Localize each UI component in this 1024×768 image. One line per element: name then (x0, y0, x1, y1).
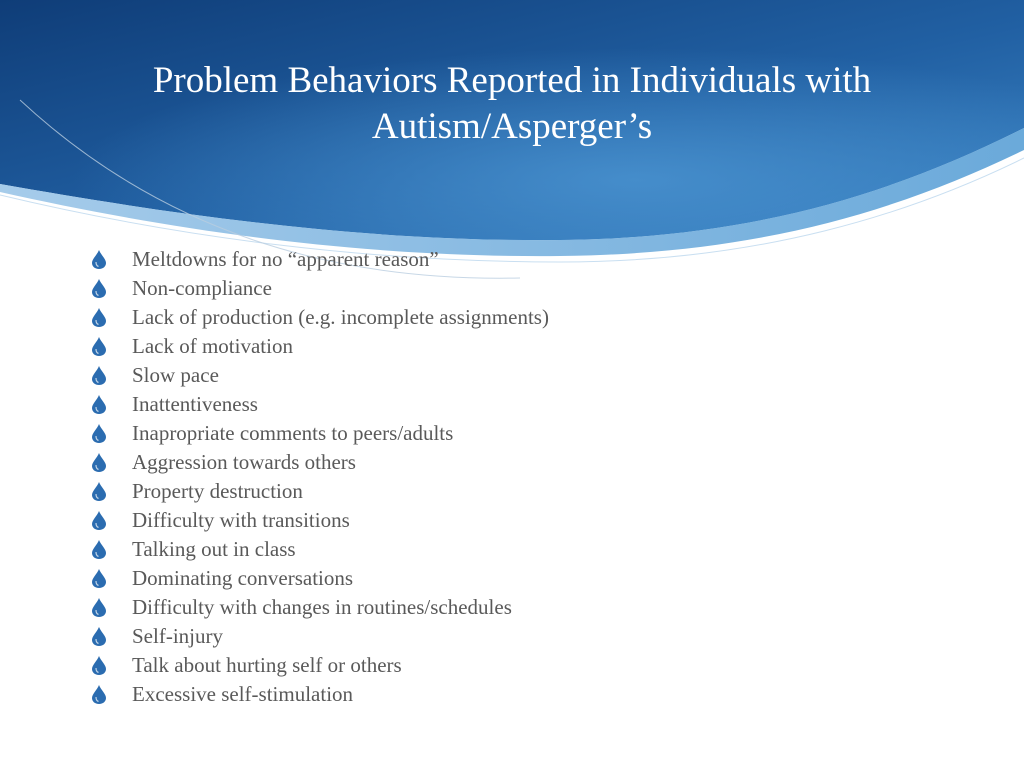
list-item (92, 564, 549, 593)
bullet-text: Non-compliance (132, 276, 272, 300)
droplet-icon (92, 453, 106, 472)
bullet-text: Difficulty with changes in routines/schedules (132, 595, 512, 619)
list-item (92, 303, 549, 332)
bullet-text: Inapropriate comments to peers/adults (132, 421, 454, 445)
bullet-text: Aggression towards others (132, 450, 356, 474)
list-item (92, 535, 549, 564)
list-item (92, 274, 549, 303)
droplet-icon (92, 598, 106, 617)
droplet-icon (92, 250, 106, 269)
bullet-text: Talking out in class (132, 537, 296, 561)
bullet-text: Slow pace (132, 363, 219, 387)
bullet-text: Dominating conversations (132, 566, 354, 590)
droplet-icon (92, 424, 106, 443)
list-item (92, 506, 549, 535)
droplet-icon (92, 540, 106, 559)
list-item (92, 477, 549, 506)
bullet-text: Difficulty with transitions (132, 508, 350, 532)
bullet-text: Inattentiveness (132, 392, 258, 416)
list-item (92, 593, 549, 622)
bullet-text: Lack of motivation (132, 334, 293, 358)
droplet-icon (92, 366, 106, 385)
list-item (92, 448, 549, 477)
list-item (92, 651, 549, 680)
bullet-text: Self-injury (132, 624, 223, 648)
list-item (92, 332, 549, 361)
list-item (92, 361, 549, 390)
list-item (92, 622, 549, 651)
droplet-icon (92, 395, 106, 414)
bullet-text: Talk about hurting self or others (132, 653, 402, 677)
bullet-text: Meltdowns for no “apparent reason” (132, 247, 439, 271)
list-item (92, 419, 549, 448)
bullet-text: Lack of production (e.g. incomplete assignments) (132, 305, 549, 329)
droplet-icon (92, 308, 106, 327)
list-item (92, 390, 549, 419)
droplet-icon (92, 337, 106, 356)
list-item (92, 680, 549, 709)
droplet-icon (92, 482, 106, 501)
slide-title: Problem Behaviors Reported in Individuals with Autism/Asperger’s (152, 60, 872, 147)
list-item (92, 245, 549, 274)
bullet-text: Property destruction (132, 479, 303, 503)
droplet-icon (92, 627, 106, 646)
droplet-icon (92, 656, 106, 675)
droplet-icon (92, 569, 106, 588)
bullet-text: Excessive self-stimulation (132, 682, 354, 706)
bullet-list (92, 245, 549, 709)
droplet-icon (92, 511, 106, 530)
droplet-icon (92, 685, 106, 704)
droplet-icon (92, 279, 106, 298)
